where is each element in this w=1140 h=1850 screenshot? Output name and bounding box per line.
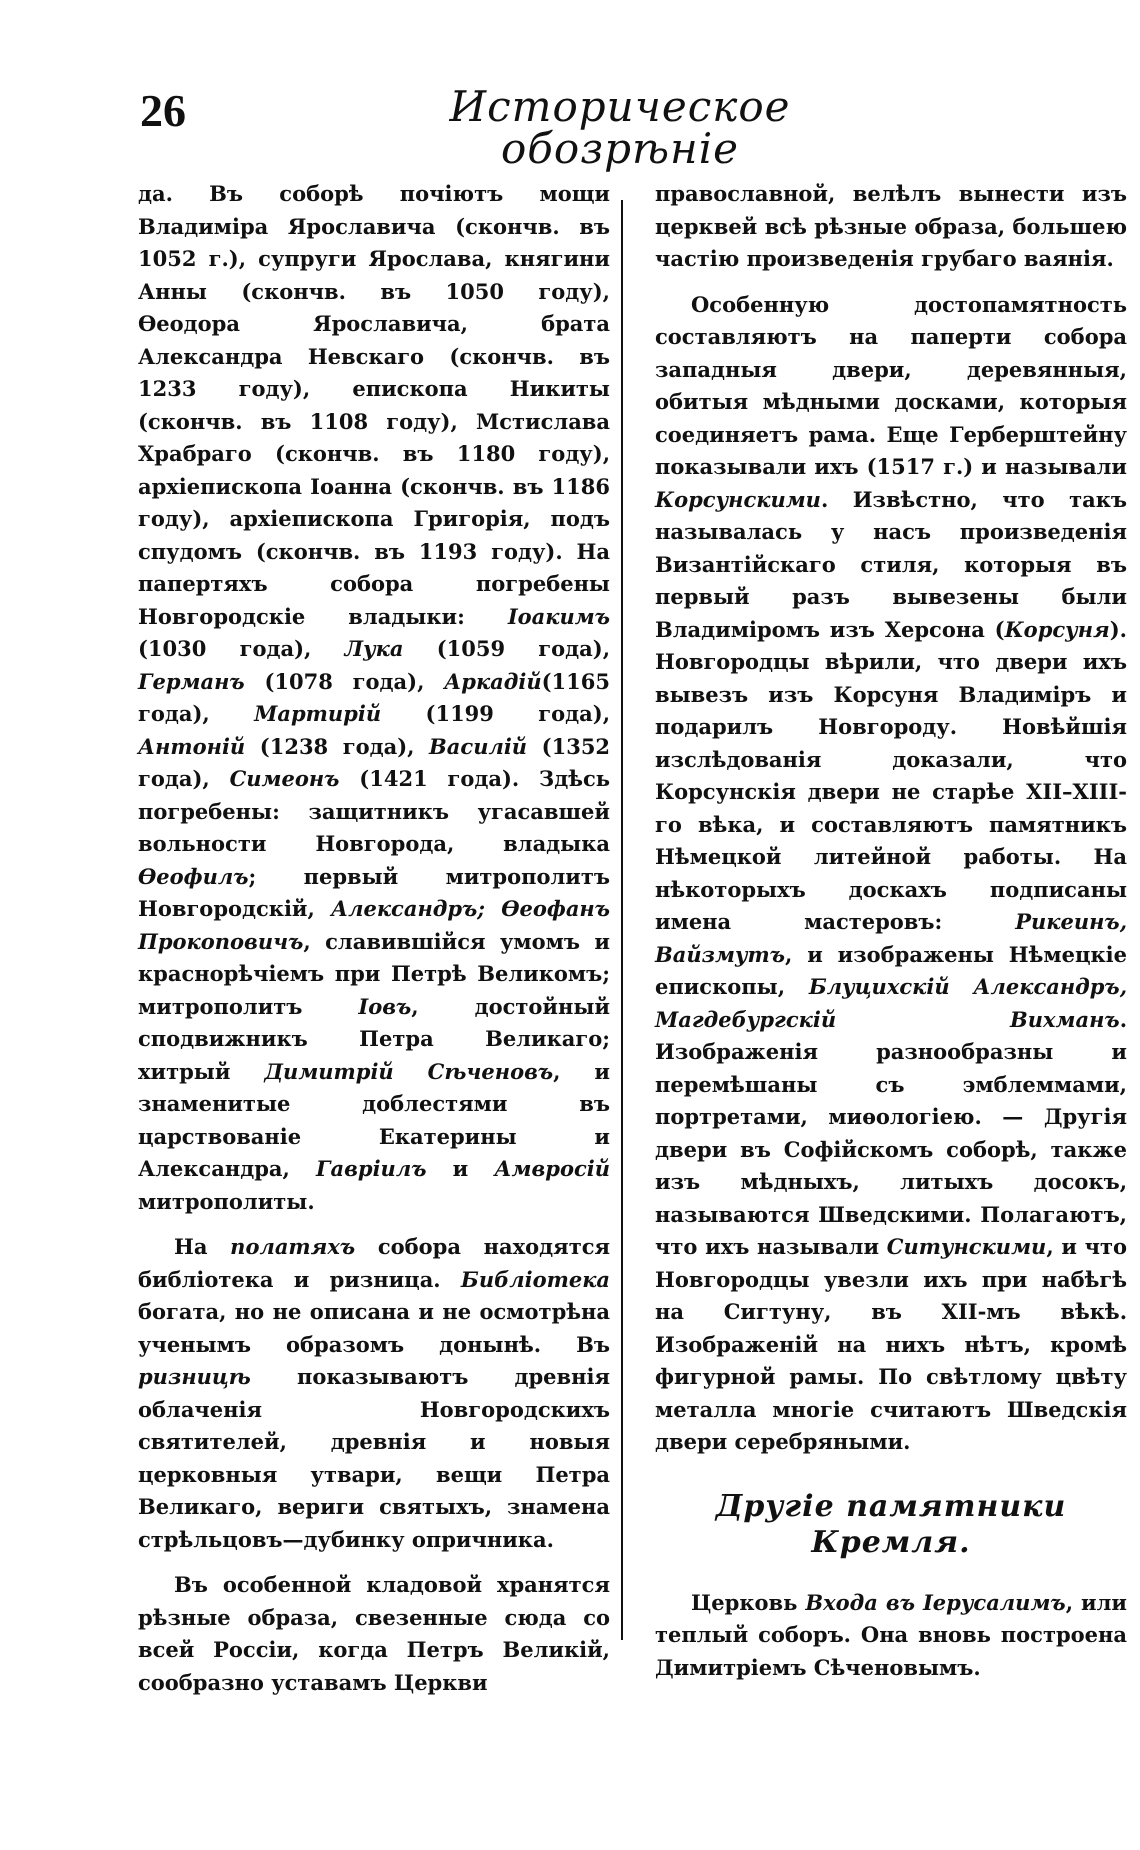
paragraph-library: На полатяхъ собора находятся библіотека и ризница. Библіотека богата, но не описана и не осмотрѣна ученымъ образомъ донынѣ. Въ ризницѣ показываютъ древнія облаченія Новгородскихъ святителей, древнія и новыя церковныя утвари, вещи Петра Великаго, вериги святыхъ, знамена стрѣльцовъ—дубинку опричника.	[138, 1234, 611, 1552]
right-column	[655, 178, 1127, 1697]
paragraph-storeroom: Въ особенной кладовой хранятся рѣзные образа, свезенные сюда со всей Россіи, когда Петръ Великій, сообразно уставамъ Церкви	[138, 1572, 610, 1695]
running-title: Историческое обозрѣніе	[449, 82, 791, 173]
paragraph-burials: да. Въ соборѣ почіютъ мощи Владиміра Ярославича (скончв. въ 1052 г.), супруги Ярослава, княгини Анны (скончв. въ 1050 году), Ѳеодора Ярославича, брата Александра Невскаго (скончв. въ 1233 году), епископа Никиты (скончв. въ 1108 году), Мстислава Храбраго (скончв. въ 1180 году), архіепископа Іоанна (скончв. въ 1186 году), архіепископа Григорія, подъ спудомъ (скончв. въ 1193 году). На папертяхъ собора погребены Новгородскіе владыки: Іоакимъ (1030 года), Лука (1059 года), Германъ (1078 года), Аркадій(1165 года), Мартирій (1199 года), Антоній (1238 года), Василій (1352 года), Симеонъ (1421 года). Здѣсь погребены: защитникъ угасавшей вольности Новгорода, владыка Ѳеофилъ; первый митрополитъ Новгородскій, Александръ; Ѳеофанъ Прокоповичъ, славившійся умомъ и краснорѣчіемъ при Петрѣ Великомъ; митрополитъ Іовъ, достойный сподвижникъ Петра Великаго; хитрый Димитрій Сѣченовъ, и знаменитые доблестями въ царствованіе Екатерины и Александра, Гавріилъ и Амвросій митрополиты.	[138, 181, 611, 1214]
column-divider	[621, 200, 623, 1640]
page-number: 26	[140, 85, 186, 136]
paragraph-korsun-doors: Особенную достопамятность составляютъ на паперти собора западныя двери, деревянныя, обитыя мѣдными досками, которыя соединяетъ рама. Еще Герберштейну показывали ихъ (1517 г.) и называли Корсунскими. Извѣстно, что такъ называлась у насъ произведенія Византійскаго стиля, которыя въ первый разъ вывезены были Владиміромъ изъ Херсона (Корсуня). Новгородцы вѣрили, что двери ихъ вывезъ изъ Корсуня Владиміръ и подарилъ Новгороду. Новѣйшія изслѣдованія доказали, что Корсунскія двери не старѣе XII–XIII-го вѣка, и составляютъ памятникъ Нѣмецкой литейной работы. На нѣкоторыхъ доскахъ подписаны имена мастеровъ: Рикеинъ, Вайзмутъ, и изображены Нѣмецкіе епископы, Блуцихскій Александръ, Магдебургскій Вихманъ. Изображенія разнообразны и перемѣшаны съ эмблеммами, портретами, миѳологіею. — Другія двери въ Софійскомъ соборѣ, также изъ мѣдныхъ, литыхъ досокъ, называются Шведскими. Полагаютъ, что ихъ называли Ситунскими, и что Новгородцы увезли ихъ при набѣгѣ на Сигтуну, въ XII-мъ вѣкѣ. Изображеній на нихъ нѣтъ, кромѣ фигурной рамы. По свѣтлому цвѣту металла многіе считаютъ Шведскія двери серебряными.	[655, 291, 1128, 1454]
paragraph-church-entry: Церковь Входа въ Іерусалимъ, или теплый соборъ. Она вновь построена Димитріемъ Сѣченовымъ.	[655, 1589, 1127, 1680]
left-column	[138, 178, 610, 1712]
paragraph-carved-images: православной, велѣлъ вынести изъ церквей всѣ рѣзные образа, большею частію произведенія грубаго ваянія.	[655, 181, 1127, 271]
section-heading: Другіе памятники Кремля.	[715, 1488, 1067, 1560]
